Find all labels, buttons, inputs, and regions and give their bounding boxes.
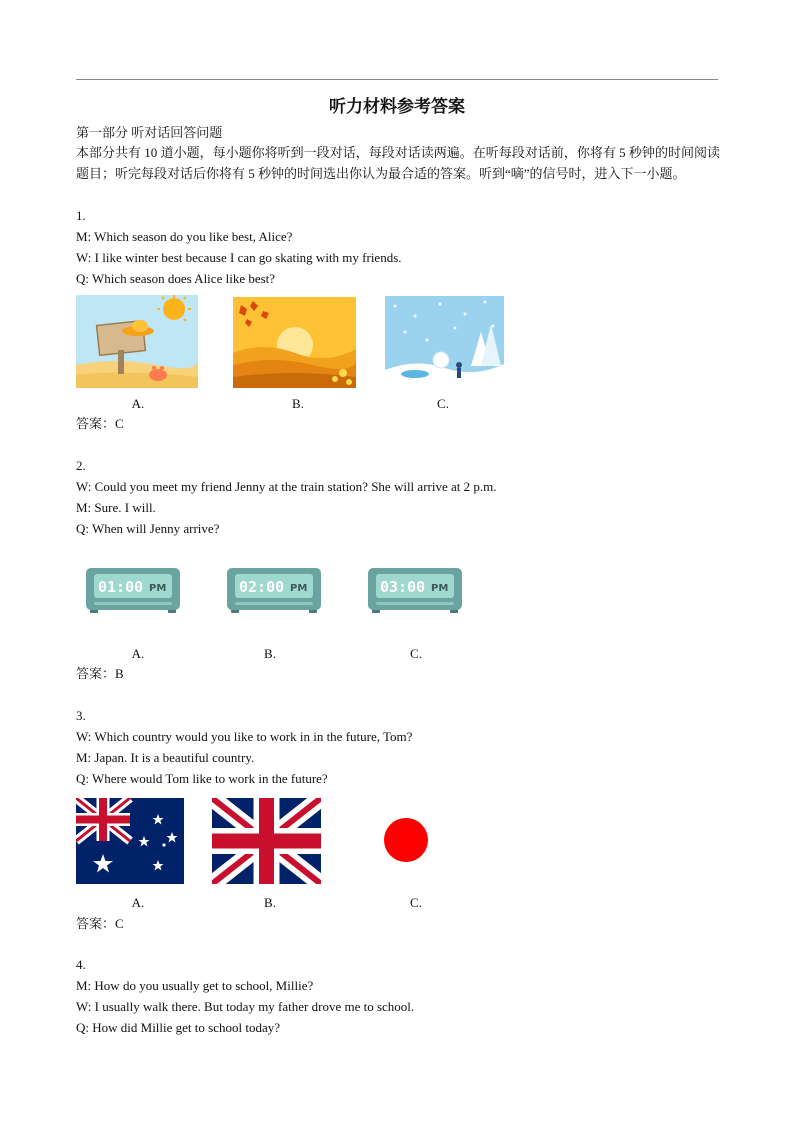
question-3-answer: 答案：C: [76, 916, 124, 931]
clock-a-suffix: PM: [149, 583, 167, 594]
section-instructions: 本部分共有 10 道小题，每小题你将听到一段对话，每段对话读两遍。在听每段对话前，你将有 5 秒钟的时间阅读题目；听完每段对话后你将有 5 秒钟的时间选出你认为最合适的答案。听到“嘀”的信号时，进入下一小题。: [76, 145, 720, 181]
question-3-option-c: C.: [410, 895, 422, 910]
question-4-number: 4.: [76, 957, 86, 972]
question-2-answer: 答案：B: [76, 666, 124, 681]
question-3-option-b: B.: [264, 895, 276, 910]
australia-flag-image: [76, 798, 184, 884]
question-1-line-3: Q: Which season does Alice like best?: [76, 271, 276, 286]
clock-option-c: [368, 566, 462, 614]
summer-beach-image: [76, 295, 198, 388]
section-heading: 第一部分 听对话回答问题: [76, 125, 223, 140]
question-1-option-a: A.: [131, 396, 145, 411]
clock-c-suffix: PM: [431, 583, 449, 594]
clock-option-b: [227, 566, 321, 614]
question-4-line-2: W: I usually walk there. But today my father drove me to school.: [76, 999, 415, 1014]
clock-option-a: [86, 566, 180, 614]
page-title: 听力材料参考答案: [329, 97, 465, 117]
uk-flag-image: [212, 798, 321, 884]
question-1-line-1: M: Which season do you like best, Alice?: [76, 229, 293, 244]
question-2-line-3: Q: When will Jenny arrive?: [76, 521, 220, 536]
question-1-line-2: W: I like winter best because I can go skating with my friends.: [76, 250, 402, 265]
clock-b-suffix: PM: [290, 583, 308, 594]
question-3-number: 3.: [76, 708, 86, 723]
clock-a-time: 01:00: [98, 578, 144, 596]
question-2-option-a: A.: [131, 646, 145, 661]
japan-flag-image: [383, 817, 429, 863]
clock-b-time: 02:00: [239, 578, 285, 596]
question-2-option-b: B.: [264, 646, 276, 661]
question-1-option-b: B.: [292, 396, 304, 411]
question-2-line-2: M: Sure. I will.: [76, 500, 156, 515]
header-rule: [76, 79, 718, 80]
question-2-number: 2.: [76, 458, 86, 473]
question-1-option-c: C.: [437, 396, 449, 411]
question-3-option-a: A.: [131, 895, 145, 910]
question-2-option-c: C.: [410, 646, 422, 661]
question-3-line-2: M: Japan. It is a beautiful country.: [76, 750, 255, 765]
question-1-answer: 答案：C: [76, 416, 124, 431]
question-2-line-1: W: Could you meet my friend Jenny at the train station? She will arrive at 2 p.m.: [76, 479, 497, 494]
winter-snow-image: [385, 296, 504, 388]
autumn-field-image: [233, 297, 356, 388]
question-1-number: 1.: [76, 208, 86, 223]
question-3-line-1: W: Which country would you like to work in in the future, Tom?: [76, 729, 413, 744]
question-4-line-3: Q: How did Millie get to school today?: [76, 1020, 281, 1035]
clock-c-time: 03:00: [380, 578, 426, 596]
question-3-line-3: Q: Where would Tom like to work in the future?: [76, 771, 328, 786]
question-4-line-1: M: How do you usually get to school, Millie?: [76, 978, 314, 993]
